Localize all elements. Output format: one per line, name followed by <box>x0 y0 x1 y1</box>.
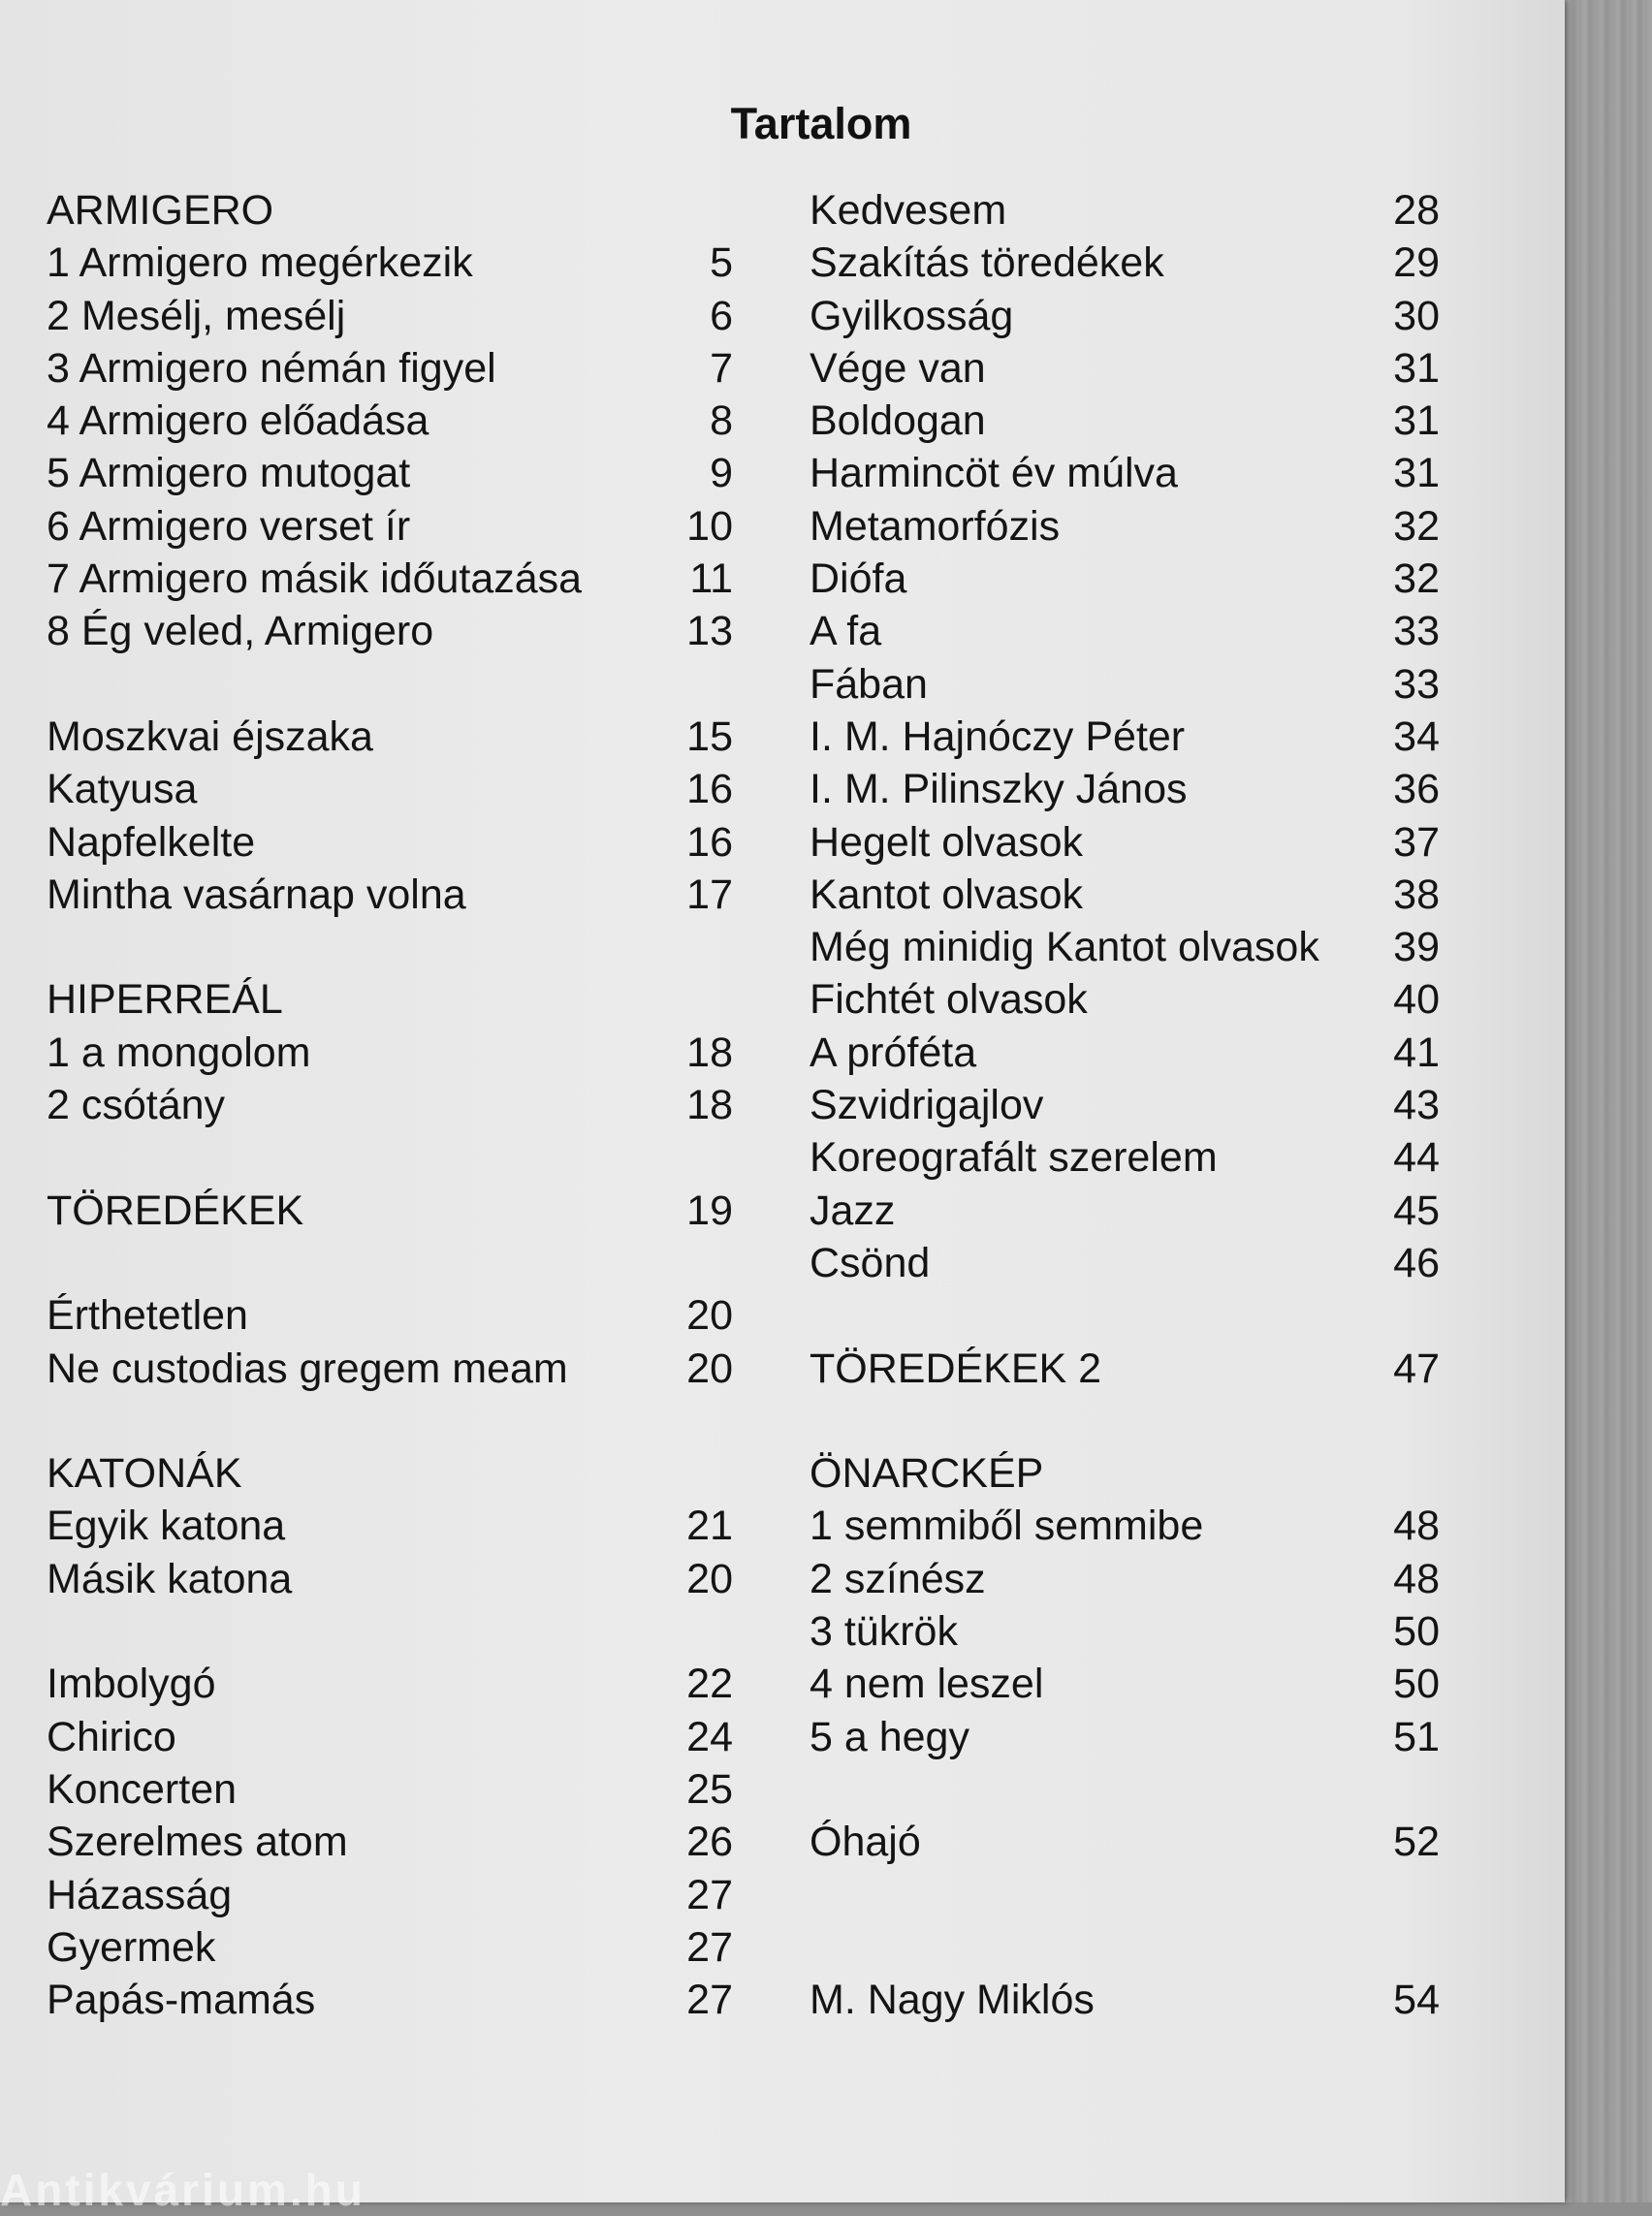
toc-entry <box>47 1763 733 1816</box>
toc-entry-page-number: 43 <box>1393 1082 1440 1129</box>
toc-entry-title: M. Nagy Miklós <box>810 1977 1095 2024</box>
toc-entry <box>810 1553 1440 1605</box>
toc-entry <box>47 500 733 553</box>
toc-entry-page-number: 10 <box>686 502 733 550</box>
toc-entry-page-number: 18 <box>686 1029 733 1076</box>
toc-entry-title: A próféta <box>810 1029 977 1076</box>
toc-entry <box>810 1079 1440 1131</box>
toc-entry <box>810 184 1440 237</box>
wooden-background <box>1563 0 1652 2202</box>
toc-entry-page-number: 11 <box>689 555 733 603</box>
toc-entry-page-number: 5 <box>710 239 733 287</box>
toc-entry-page-number: 6 <box>710 292 733 339</box>
spacer <box>47 1237 733 1289</box>
toc-entry-title: TÖREDÉKEK 2 <box>810 1345 1102 1392</box>
toc-entry-title: Metamorfózis <box>810 502 1061 550</box>
toc-entry <box>810 605 1440 657</box>
toc-entry <box>810 395 1440 447</box>
toc-entry-title: 2 csótány <box>47 1082 226 1129</box>
toc-entry-page-number: 26 <box>686 1819 733 1866</box>
spacer <box>47 658 733 711</box>
toc-entry-title: KATONÁK <box>47 1450 242 1498</box>
toc-entry <box>810 1027 1440 1079</box>
toc-entry <box>47 1447 733 1500</box>
toc-entry <box>810 711 1440 763</box>
toc-entry <box>810 973 1440 1026</box>
toc-entry <box>810 1711 1440 1763</box>
toc-entry-title: 1 semmiből semmibe <box>810 1503 1204 1550</box>
toc-entry-page-number: 19 <box>686 1187 733 1234</box>
toc-entry-page-number: 20 <box>686 1555 733 1602</box>
toc-entry-page-number: 27 <box>686 1923 733 1971</box>
toc-entry-title: 7 Armigero másik időutazása <box>47 555 583 603</box>
toc-entry <box>47 1658 733 1710</box>
toc-entry <box>810 1343 1440 1395</box>
toc-entry-page-number: 9 <box>710 450 733 497</box>
toc-entry-title: 2 színész <box>810 1555 986 1602</box>
toc-entry-title: 1 a mongolom <box>47 1029 311 1076</box>
toc-entry-page-number: 16 <box>686 766 733 813</box>
toc-entry <box>47 290 733 342</box>
watermark: Antikvárium.hu <box>0 2165 365 2215</box>
toc-entry-title: Másik katona <box>47 1555 293 1602</box>
toc-entry-title: TÖREDÉKEK <box>47 1187 304 1234</box>
toc-entry <box>810 869 1440 921</box>
toc-entry-page-number: 50 <box>1393 1661 1440 1708</box>
toc-entry-page-number: 40 <box>1393 976 1440 1024</box>
toc-entry-title: Boldogan <box>810 397 986 445</box>
toc-entry-title: Chirico <box>47 1713 176 1760</box>
toc-entry-page-number: 28 <box>1393 187 1440 234</box>
toc-entry-page-number: 34 <box>1393 712 1440 760</box>
toc-entry-title: Fichtét olvasok <box>810 976 1088 1024</box>
toc-entry <box>810 500 1440 553</box>
toc-entry-page-number: 20 <box>686 1292 733 1340</box>
toc-entry-title: I. M. Pilinszky János <box>810 766 1188 813</box>
spacer <box>47 1131 733 1184</box>
toc-entry-page-number: 51 <box>1393 1713 1440 1760</box>
toc-entry-title: 1 Armigero megérkezik <box>47 239 473 287</box>
toc-entry <box>810 1500 1440 1552</box>
toc-entry-title: Ne custodias gregem meam <box>47 1345 568 1392</box>
toc-entry <box>47 1974 733 2026</box>
toc-entry-page-number: 50 <box>1393 1608 1440 1656</box>
page-title: Tartalom <box>730 99 912 148</box>
toc-entry <box>47 605 733 657</box>
toc-entry-title: Még minidig Kantot olvasok <box>810 924 1319 971</box>
toc-entry <box>810 1237 1440 1289</box>
toc-entry <box>47 973 733 1026</box>
toc-left-column <box>47 184 733 2026</box>
toc-entry-page-number: 48 <box>1393 1555 1440 1602</box>
toc-right-column <box>810 184 1440 2026</box>
toc-entry-title: ARMIGERO <box>47 187 274 234</box>
toc-entry-title: Napfelkelte <box>47 818 256 866</box>
toc-entry <box>47 1343 733 1395</box>
toc-entry-title: Fában <box>810 660 928 708</box>
toc-entry-page-number: 44 <box>1393 1134 1440 1182</box>
toc-entry-page-number: 27 <box>686 1977 733 2024</box>
toc-entry <box>47 869 733 921</box>
toc-entry <box>810 290 1440 342</box>
toc-entry <box>810 816 1440 869</box>
toc-entry <box>810 1974 1440 2026</box>
toc-entry <box>810 447 1440 499</box>
toc-entry <box>47 1500 733 1552</box>
toc-entry <box>47 395 733 447</box>
toc-entry-page-number: 13 <box>686 608 733 655</box>
spacer <box>47 921 733 973</box>
toc-entry <box>810 1185 1440 1237</box>
toc-entry-title: Harmincöt év múlva <box>810 450 1178 497</box>
toc-entry-title: Gyermek <box>47 1923 216 1971</box>
toc-entry-page-number: 27 <box>686 1871 733 1918</box>
toc-entry <box>810 1447 1440 1500</box>
toc-entry <box>810 1816 1440 1868</box>
toc-entry-page-number: 22 <box>686 1661 733 1708</box>
toc-entry-page-number: 31 <box>1393 450 1440 497</box>
toc-entry-title: Szvidrigajlov <box>810 1082 1044 1129</box>
toc-entry <box>47 1079 733 1131</box>
toc-entry-page-number: 20 <box>686 1345 733 1392</box>
toc-entry <box>810 763 1440 815</box>
toc-entry-title: Moszkvai éjszaka <box>47 712 373 760</box>
toc-entry-title: 5 Armigero mutogat <box>47 450 411 497</box>
toc-entry-title: Házasság <box>47 1871 233 1918</box>
toc-entry-page-number: 30 <box>1393 292 1440 339</box>
toc-entry-page-number: 47 <box>1393 1345 1440 1392</box>
toc-entry-page-number: 31 <box>1393 397 1440 445</box>
toc-entry <box>810 921 1440 973</box>
toc-entry-title: 4 nem leszel <box>810 1661 1044 1708</box>
toc-entry <box>47 763 733 815</box>
toc-entry <box>810 1131 1440 1184</box>
toc-entry <box>810 342 1440 395</box>
toc-entry-page-number: 45 <box>1393 1187 1440 1234</box>
toc-entry-title: HIPERREÁL <box>47 976 283 1024</box>
toc-entry-title: ÖNARCKÉP <box>810 1450 1044 1498</box>
toc-entry-page-number: 25 <box>686 1765 733 1813</box>
toc-entry-page-number: 8 <box>710 397 733 445</box>
spacer <box>47 1605 733 1658</box>
spacer <box>810 1395 1440 1447</box>
toc-entry <box>810 553 1440 605</box>
toc-entry <box>47 1027 733 1079</box>
toc-entry-title: 2 Mesélj, mesélj <box>47 292 346 339</box>
toc-entry <box>810 1658 1440 1710</box>
toc-entry <box>47 1869 733 1921</box>
toc-entry-title: 6 Armigero verset ír <box>47 502 411 550</box>
toc-entry-title: Jazz <box>810 1187 896 1234</box>
toc-entry-page-number: 24 <box>686 1713 733 1760</box>
toc-entry <box>810 658 1440 711</box>
spacer <box>810 1869 1440 1921</box>
spacer <box>810 1289 1440 1342</box>
toc-entry-title: Kedvesem <box>810 187 1007 234</box>
toc-entry-page-number: 52 <box>1393 1819 1440 1866</box>
toc-entry-page-number: 17 <box>686 871 733 918</box>
toc-entry-page-number: 7 <box>710 344 733 392</box>
toc-entry-title: I. M. Hajnóczy Péter <box>810 712 1186 760</box>
toc-entry-title: Katyusa <box>47 766 198 813</box>
toc-entry-page-number: 54 <box>1393 1977 1440 2024</box>
toc-entry-page-number: 21 <box>686 1503 733 1550</box>
toc-entry <box>47 1185 733 1237</box>
toc-entry-page-number: 33 <box>1393 608 1440 655</box>
toc-entry <box>47 553 733 605</box>
toc-entry-title: Papás-mamás <box>47 1977 316 2024</box>
toc-entry-title: Imbolygó <box>47 1661 216 1708</box>
spacer <box>810 1921 1440 1974</box>
toc-entry-title: 3 Armigero némán figyel <box>47 344 496 392</box>
toc-entry-title: Mintha vasárnap volna <box>47 871 466 918</box>
toc-entry-page-number: 38 <box>1393 871 1440 918</box>
toc-entry-title: Szerelmes atom <box>47 1819 348 1866</box>
toc-entry-page-number: 41 <box>1393 1029 1440 1076</box>
toc-entry-page-number: 37 <box>1393 818 1440 866</box>
toc-entry-title: Gyilkosság <box>810 292 1014 339</box>
toc-entry-title: 3 tükrök <box>810 1608 958 1656</box>
toc-entry <box>47 1816 733 1868</box>
toc-entry <box>47 184 733 237</box>
toc-entry-title: A fa <box>810 608 882 655</box>
toc-entry-title: Óhajó <box>810 1819 921 1866</box>
toc-entry <box>47 342 733 395</box>
toc-entry-title: Szakítás töredékek <box>810 239 1164 287</box>
toc-entry-page-number: 32 <box>1393 555 1440 603</box>
toc-entry-title: Csönd <box>810 1239 931 1286</box>
toc-entry-page-number: 16 <box>686 818 733 866</box>
toc-entry <box>47 1921 733 1974</box>
toc-entry-title: Vége van <box>810 344 986 392</box>
toc-entry <box>47 447 733 499</box>
toc-entry-title: Kantot olvasok <box>810 871 1084 918</box>
spacer <box>810 1763 1440 1816</box>
toc-entry-page-number: 31 <box>1393 344 1440 392</box>
toc-entry-title: Hegelt olvasok <box>810 818 1084 866</box>
toc-entry-title: 8 Ég veled, Armigero <box>47 608 434 655</box>
toc-entry <box>47 1711 733 1763</box>
toc-entry-title: Koncerten <box>47 1765 238 1813</box>
toc-entry-page-number: 15 <box>686 712 733 760</box>
toc-entry-title: Egyik katona <box>47 1503 286 1550</box>
toc-entry <box>810 237 1440 289</box>
toc-entry <box>47 1553 733 1605</box>
toc-entry-page-number: 29 <box>1393 239 1440 287</box>
toc-entry <box>47 1289 733 1342</box>
toc-entry-title: Érthetetlen <box>47 1292 248 1340</box>
spacer <box>47 1395 733 1447</box>
toc-entry-page-number: 18 <box>686 1082 733 1129</box>
toc-entry-page-number: 36 <box>1393 766 1440 813</box>
toc-entry-title: Diófa <box>810 555 907 603</box>
toc-entry-page-number: 32 <box>1393 502 1440 550</box>
toc-entry-page-number: 33 <box>1393 660 1440 708</box>
toc-entry-title: 5 a hegy <box>810 1713 969 1760</box>
toc-entry-page-number: 39 <box>1393 924 1440 971</box>
toc-entry-page-number: 46 <box>1393 1239 1440 1286</box>
toc-entry <box>47 711 733 763</box>
toc-entry <box>810 1605 1440 1658</box>
toc-entry-page-number: 48 <box>1393 1503 1440 1550</box>
toc-entry <box>47 237 733 289</box>
toc-entry <box>47 816 733 869</box>
toc-entry-title: 4 Armigero előadása <box>47 397 429 445</box>
toc-entry-title: Koreografált szerelem <box>810 1134 1218 1182</box>
